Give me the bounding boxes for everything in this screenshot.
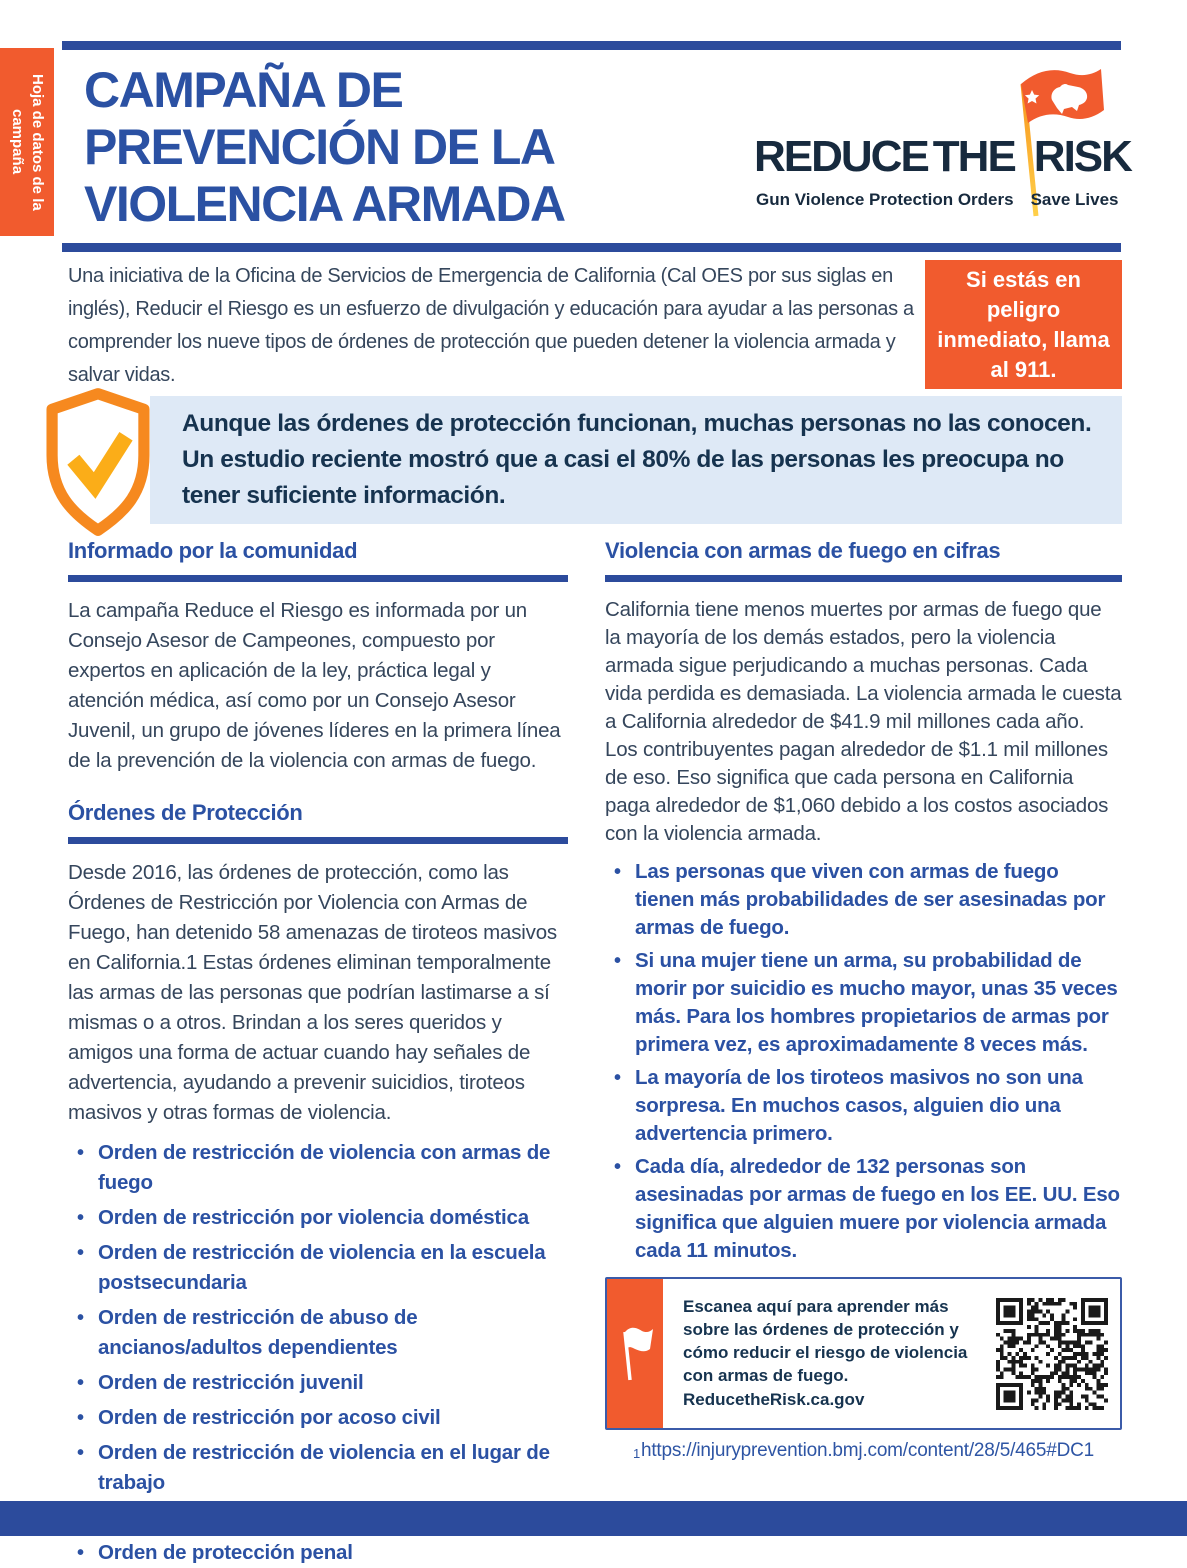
list-item: • Orden de restricción de violencia en el lugar de trabajo [68,1438,568,1498]
side-tab-line1: Hoja de datos de la [29,73,46,211]
page-title [84,62,744,233]
list-item: • Orden de restricción juvenil [68,1368,568,1398]
emergency-call-box: Si estás en peligro inmediato, llama al 911. [925,260,1122,389]
section-rule [605,575,1122,582]
section-heading-community: Informado por la comunidad [68,538,358,563]
list-item: • Las personas que viven con armas de fuego tienen más probabilidades de ser asesinadas por armas de fuego. [605,858,1122,942]
qr-code [996,1298,1108,1410]
logo-word-the: THE [932,132,1015,181]
qr-text [663,1279,996,1428]
list-item: • Orden de restricción de violencia con armas de fuego [68,1138,568,1198]
title-line2: PREVENCIÓN DE LA [84,119,555,175]
list-item: • Cada día, alrededor de 132 personas son asesinadas por armas de fuego en los EE. UU. Eso significa que alguien muere por violencia armada cada 11 minutos. [605,1153,1122,1265]
logo-pole-gap [1020,132,1029,182]
list-item: • Orden de protección penal [68,1538,568,1568]
title-line1: CAMPAÑA DE [84,62,403,118]
logo-tagline [756,190,1119,210]
list-item: • Orden de restricción por violencia doméstica [68,1203,568,1233]
tagline-left: Gun Violence Protection Orders [756,190,1014,209]
community-paragraph: La campaña Reduce el Riesgo es informada por un Consejo Asesor de Campeones, compuesto por expertos en aplicación de la ley, práctica legal y atención médica, así como por un Consejo Asesor Juvenil, un grupo de jóvenes líderes en la primera línea de la prevención de la violencia con armas de fuego. [68,599,561,772]
footnote-marker: 1 [632,1446,640,1461]
right-column [605,538,1122,1568]
section-rule [68,837,568,844]
logo-word-reduce: REDUCE [754,132,928,181]
content-columns [68,538,1122,1568]
header-top-rule [62,41,1121,50]
intro-row [68,260,1122,392]
numbers-bullet-list [605,858,1122,1265]
left-column [68,538,568,1568]
footnote-link[interactable]: https://injuryprevention.bmj.com/content/28/5/465#DC1 [640,1440,1095,1461]
section-rule [68,575,568,582]
intro-paragraph: Una iniciativa de la Oficina de Servicios de Emergencia de California (Cal OES por sus siglas en inglés), Reducir el Riesgo es un esfuerzo de divulgación y educación para ayudar a las personas a comprender los nueve tipos de órdenes de protección que pueden detener la violencia armada y salvar vidas. [68,265,914,386]
bottom-bar [0,1501,1187,1536]
qr-description: Escanea aquí para aprender más sobre las órdenes de protección y cómo reducir el riesgo de violencia con armas de fuego. [683,1297,968,1385]
list-item: • Si una mujer tiene un arma, su probabilidad de morir por suicidio es mucho mayor, unas 35 veces más. Para los hombres propietarios de armas por primera vez, es aproximadamente 8 veces más. [605,947,1122,1059]
callout-banner [150,396,1122,524]
tagline-right: Save Lives [1030,190,1119,209]
side-tab [0,48,54,236]
reduce-the-risk-logo [754,74,1132,216]
side-tab-line2: campaña [9,109,26,175]
header-bottom-rule [62,243,1121,252]
list-item: • Orden de restricción por acoso civil [68,1403,568,1433]
list-item: • La mayoría de los tiroteos masivos no son una sorpresa. En muchos casos, alguien dio una advertencia primero. [605,1064,1122,1148]
callout-text: Aunque las órdenes de protección funcionan, muchas personas no las conocen. Un estudio reciente mostró que a casi el 80% de las personas les preocupa no tener suficiente información. [182,410,1092,509]
numbers-paragraph: California tiene menos muertes por armas de fuego que la mayoría de los demás estados, pero la violencia armada sigue perjudicando a muchas personas. Cada vida perdida es demasiada. La violencia armada le cuesta a California alrededor de $41.9 mil millones cada año. Los contribuyentes pagan alrededor de $1.1 mil millones de eso. Eso significa que cada persona en California paga alrededor de $1,060 debido a los costos asociados con la violencia armada. [605,598,1122,845]
qr-link[interactable]: ReducetheRisk.ca.gov [683,1390,865,1409]
logo-wordmark [754,132,1131,182]
orders-paragraph: Desde 2016, las órdenes de protección, como las Órdenes de Restricción por Violencia con Armas de Fuego, han detenido 58 amenazas de tiroteos masivos en California.1 Estas órdenes eliminan temporalmente las armas de las personas que podrían lastimarse a sí mismas o a otros. Brindan a los seres queridos y amigos una forma de actuar cuando hay señales de advertencia, ayudando a prevenir suicidios, tiroteos masivos y otras formas de violencia. [68,861,557,1124]
white-flag-icon [617,1322,653,1386]
list-item: • Orden de restricción de violencia en la escuela postsecundaria [68,1238,568,1298]
logo-word-risk: RISK [1033,132,1131,181]
shield-check-icon [42,386,154,538]
section-heading-numbers: Violencia con armas de fuego en cifras [605,538,1001,563]
footnote [605,1440,1122,1462]
list-item: • Orden de restricción de abuso de ancianos/adultos dependientes [68,1303,568,1363]
title-line3: VIOLENCIA ARMADA [84,176,565,232]
flag-strip [607,1279,663,1428]
qr-info-box [605,1277,1122,1430]
section-heading-orders: Órdenes de Protección [68,800,303,825]
